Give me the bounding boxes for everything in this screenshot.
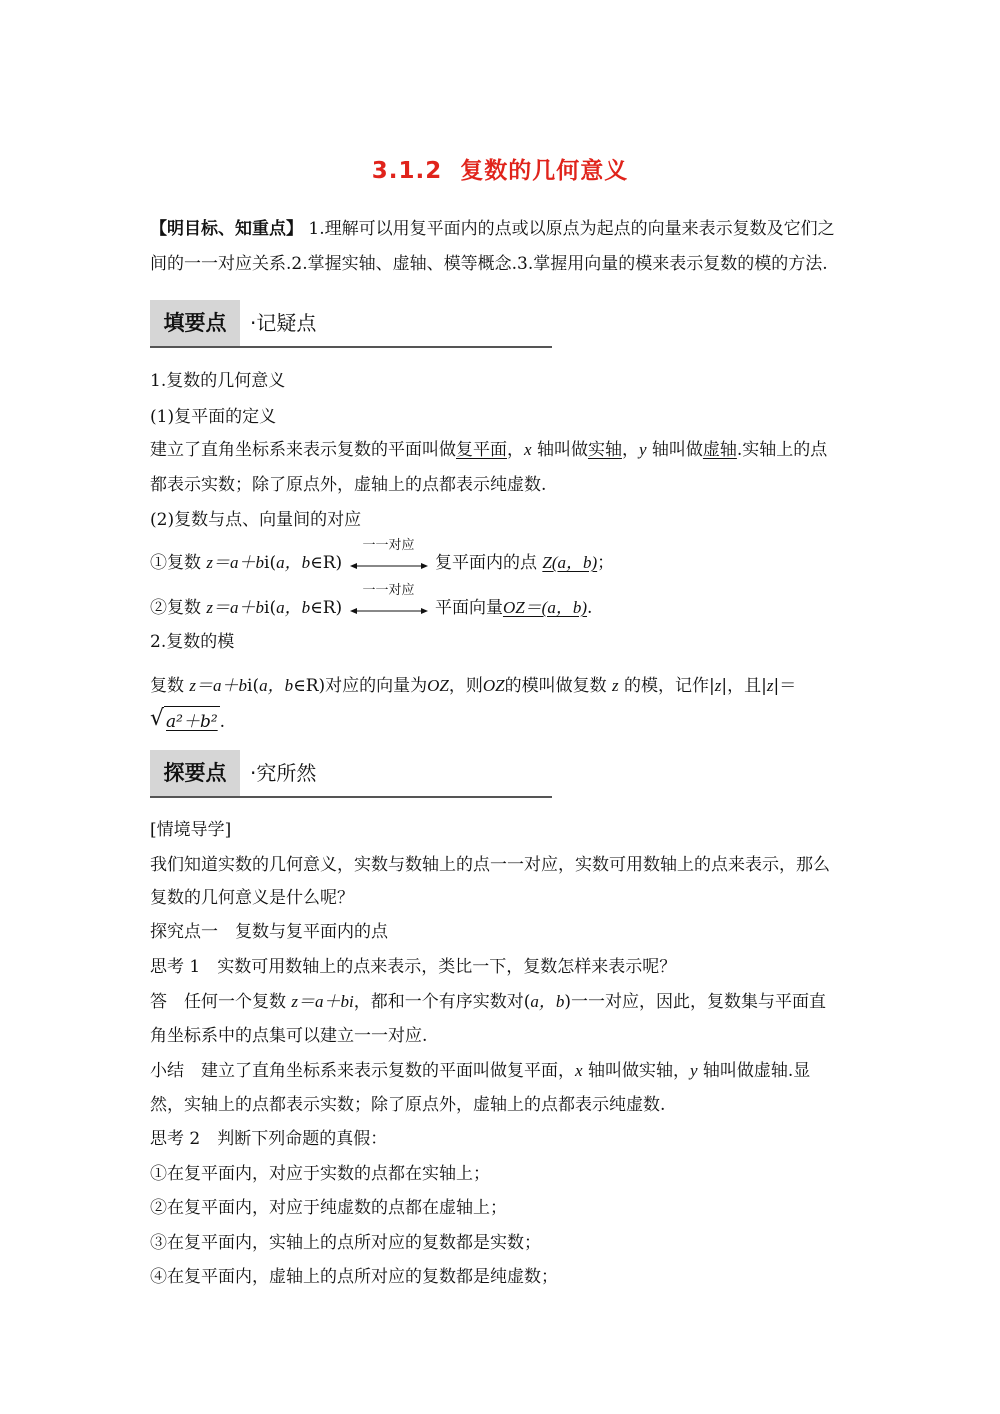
modulus-line-1: [150, 671, 855, 701]
modulus-line-2: [150, 706, 855, 737]
text: ①复数: [150, 553, 207, 573]
blank-vector-oz: OZ＝(a，b): [502, 598, 588, 617]
text: ；: [597, 553, 615, 573]
proposition-4: ④在复平面内，虚轴上的点所对应的复数都是纯虚数；: [150, 1267, 558, 1287]
var-z: z: [612, 676, 619, 695]
text: 轴叫做: [646, 440, 703, 460]
text: ，则: [448, 676, 483, 696]
blank-real-axis: 实轴: [587, 440, 622, 460]
text: ，: [507, 440, 524, 460]
correspondence-point: [150, 537, 855, 578]
heading-complex-plane: (1)复平面的定义: [150, 407, 277, 427]
text: .实轴上的点: [736, 440, 828, 460]
think-1: 思考 1 实数可用数轴上的点来表示，类比一下，复数怎样来表示呢？: [150, 957, 677, 977]
goal-text-1: 1.理解可以用复平面内的点或以原点为起点的向量来表示复数及它们之: [308, 219, 835, 239]
text: .: [219, 712, 226, 732]
text: 轴叫做: [531, 440, 588, 460]
text: ，都和一个有序实数对(: [353, 992, 531, 1012]
double-arrow-icon: [350, 582, 428, 618]
section-subtitle: ·究所然: [250, 761, 317, 785]
proposition-2: ②在复平面内，对应于纯虚数的点都在虚轴上；: [150, 1198, 507, 1218]
section-box: 探要点: [150, 750, 240, 796]
definition-line-1: [150, 435, 855, 465]
text: 小结 建立了直角坐标系来表示复数的平面叫做复平面，: [150, 1061, 575, 1081]
formula: z＝a＋b: [189, 676, 248, 695]
vector-oz: OZ: [427, 676, 449, 695]
proposition-1: ①在复平面内，对应于实数的点都在实轴上；: [150, 1164, 490, 1184]
blank-imaginary-axis: 虚轴: [702, 440, 737, 460]
text: 复平面内的点: [434, 553, 543, 573]
text: i(: [247, 676, 260, 696]
heading-geometric-meaning: 1.复数的几何意义: [150, 371, 286, 391]
think-2: 思考 2 判断下列命题的真假：: [150, 1129, 388, 1149]
answer-line-1: [150, 987, 855, 1017]
text: i(: [264, 553, 277, 573]
text: 平面向量: [434, 598, 503, 618]
paragraph-line: 我们知道实数的几何意义，实数与数轴上的点一一对应，实数可用数轴上的点来表示，那么: [150, 855, 830, 875]
text: 建立了直角坐标系来表示复数的平面叫做: [150, 440, 456, 460]
section-header-explore: [150, 750, 552, 798]
title-number: 3.1.2: [371, 158, 443, 184]
definition-line-2: 都表示实数；除了原点外，虚轴上的点都表示纯虚数.: [150, 475, 547, 495]
correspondence-vector: [150, 582, 855, 623]
text: 复数: [150, 676, 190, 696]
blank-modulus: a²＋b²: [164, 706, 220, 737]
summary-line-1: [150, 1056, 855, 1086]
text: 的模叫做复数: [504, 676, 613, 696]
goal-text-2: 间的一一对应关系.2.掌握实轴、虚轴、模等概念.3.掌握用向量的模来表示复数的模的方法.: [150, 254, 828, 274]
double-arrow-icon: [350, 537, 428, 573]
goal-line-1: [150, 214, 855, 244]
section-subtitle: ·记疑点: [250, 311, 317, 335]
formula: a，b: [276, 553, 311, 572]
var-x: x: [575, 1061, 583, 1080]
blank-point-z: Z(a，b): [542, 553, 598, 572]
text: 轴叫做虚轴.显: [697, 1061, 811, 1081]
title-text: 复数的几何意义: [460, 158, 629, 184]
formula: a，b: [259, 676, 294, 695]
var-y: y: [638, 440, 647, 459]
var-x: x: [524, 440, 532, 459]
goal-line-2: [150, 249, 855, 279]
section-box: 填要点: [150, 300, 240, 346]
formula: a，b: [276, 598, 311, 617]
text: |，且|: [721, 676, 767, 696]
paragraph-line: 复数的几何意义是什么呢？: [150, 888, 354, 908]
sqrt-icon: √: [150, 706, 165, 731]
vector-oz: OZ: [482, 676, 505, 695]
text: i(: [264, 598, 277, 618]
text: )一一对应，因此，复数集与平面直: [564, 992, 827, 1012]
text: ∈R): [293, 676, 326, 696]
explore-point-heading: 探究点一 复数与复平面内的点: [150, 922, 388, 942]
formula: z＝a＋b: [206, 598, 265, 617]
text: ②复数: [150, 598, 207, 618]
goal-label: 【明目标、知重点】: [150, 219, 303, 239]
formula: a，b: [530, 992, 565, 1011]
var-y: y: [689, 1061, 698, 1080]
blank-complex-plane: 复平面: [456, 440, 507, 460]
text: 的模，记作|: [618, 676, 715, 696]
page-title: [0, 152, 1000, 185]
var-z: z: [766, 676, 774, 695]
answer-line-2: 角坐标系中的点集可以建立一一对应.: [150, 1026, 428, 1046]
section-header-fill: [150, 300, 552, 348]
heading-modulus: 2.复数的模: [150, 632, 235, 652]
sqrt-expression: [150, 706, 220, 737]
formula: z＝a＋bi: [291, 992, 354, 1011]
text: 轴叫做实轴，: [582, 1061, 690, 1081]
proposition-3: ③在复平面内，实轴上的点所对应的复数都是实数；: [150, 1233, 541, 1253]
text: 答 任何一个复数: [150, 992, 292, 1012]
heading-correspondence: (2)复数与点、向量间的对应: [150, 510, 362, 530]
arrow-label: 一一对应: [362, 582, 415, 598]
situation-heading: [情境导学]: [150, 820, 232, 840]
text: ∈R): [310, 553, 343, 573]
text: |＝: [773, 676, 797, 696]
arrow-label: 一一对应: [362, 537, 415, 553]
text: ∈R): [310, 598, 343, 618]
text: .: [587, 598, 593, 618]
var-z: z: [714, 676, 722, 695]
text: ，: [621, 440, 639, 460]
summary-line-2: 然，实轴上的点都表示实数；除了原点外，虚轴上的点都表示纯虚数.: [150, 1095, 666, 1115]
text: 对应的向量为: [325, 676, 428, 696]
formula: z＝a＋b: [206, 553, 265, 572]
